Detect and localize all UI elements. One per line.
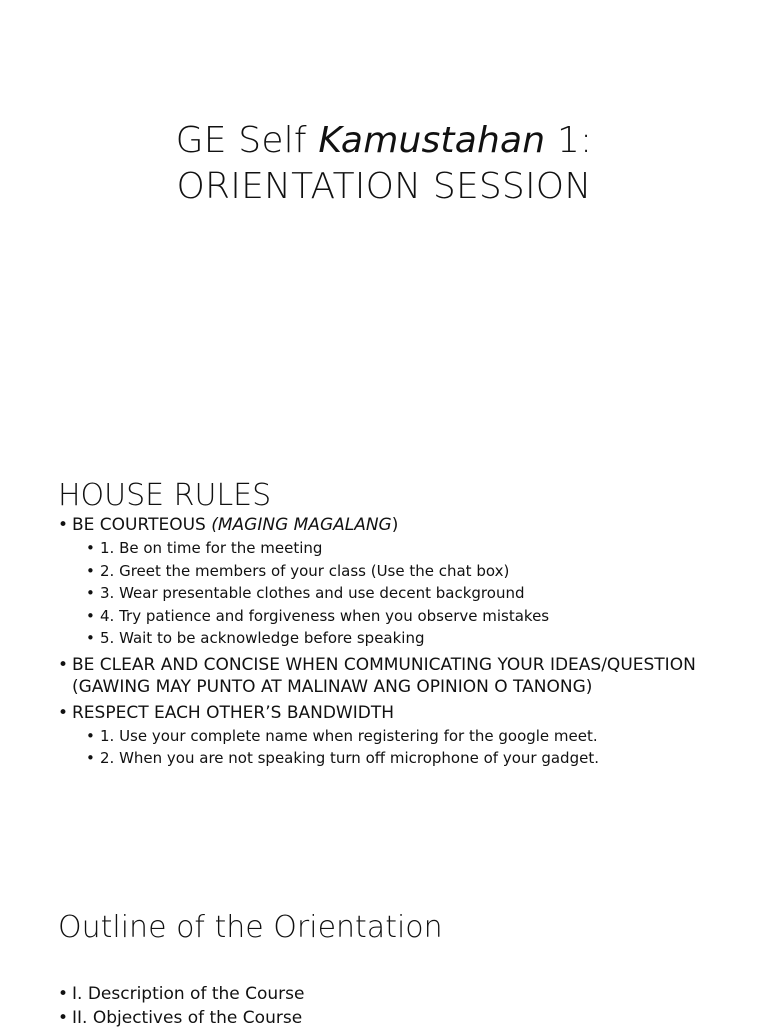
- title-slide: [0, 0, 768, 430]
- title-line-2: ORIENTATION SESSION: [176, 166, 592, 207]
- rule-label: BE CLEAR AND CONCISE WHEN COMMUNICATING YOUR IDEAS/QUESTION (GAWING MAY PUNTO AT MALINAW ANG OPINION O TANONG): [72, 654, 696, 697]
- rule-label-close: ): [391, 515, 399, 535]
- rule-item: [58, 654, 718, 698]
- slide-heading: HOUSE RULES: [58, 478, 272, 513]
- title-text-c: 1:: [545, 120, 593, 161]
- rules-list: [58, 514, 718, 774]
- title-line-1: [0, 118, 768, 164]
- sub-item: • 2. When you are not speaking turn off microphone of your gadget.: [86, 747, 718, 770]
- title-text-a: GE Self: [175, 120, 319, 161]
- outline-item: • I. Description of the Course: [58, 982, 718, 1006]
- outline-item: • II. Objectives of the Course: [58, 1006, 718, 1030]
- rule-item: [58, 514, 718, 650]
- slide-title: [0, 118, 768, 210]
- sub-item: • 5. Wait to be acknowledge before speaking: [86, 627, 718, 650]
- house-rules-slide: [0, 470, 768, 810]
- sub-item: • 3. Wear presentable clothes and use decent background: [86, 582, 718, 605]
- slide-heading: Outline of the Orientation: [58, 910, 443, 945]
- rule-label-italic: (MAGING MAGALANG: [211, 515, 392, 535]
- rule-item: [58, 702, 718, 770]
- sub-item: • 1. Be on time for the meeting: [86, 537, 718, 560]
- outline-slide: [0, 900, 768, 1028]
- sub-item: • 2. Greet the members of your class (Use the chat box): [86, 560, 718, 583]
- rule-label: RESPECT EACH OTHER’S BANDWIDTH: [72, 702, 395, 723]
- outline-list: [58, 982, 718, 1030]
- rule-label: BE COURTEOUS: [72, 515, 212, 535]
- sub-item: • 1. Use your complete name when registering for the google meet.: [86, 725, 718, 748]
- title-text-italic: Kamustahan: [318, 120, 546, 161]
- sub-list: [86, 537, 718, 650]
- sub-list: [86, 725, 718, 770]
- sub-item: • 4. Try patience and forgiveness when you observe mistakes: [86, 605, 718, 628]
